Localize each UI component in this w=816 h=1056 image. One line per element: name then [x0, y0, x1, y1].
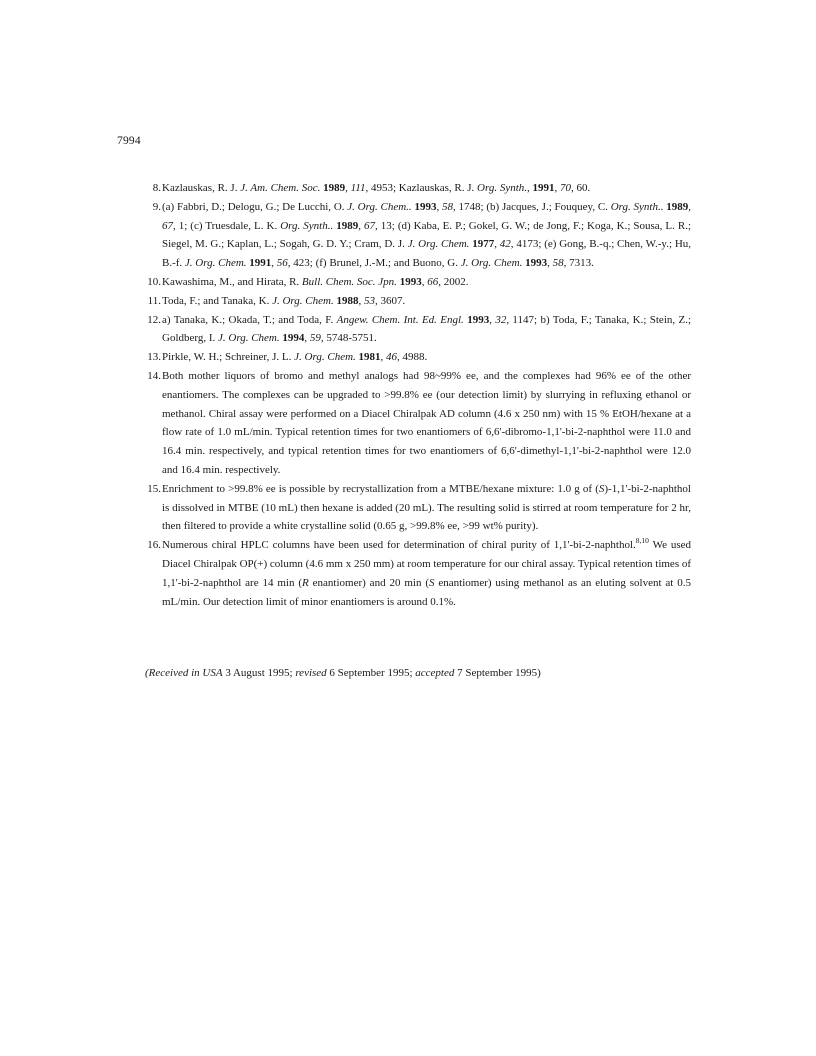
reference-list: [143, 179, 691, 611]
text-run: S: [598, 482, 605, 495]
text-run: 1977: [472, 238, 495, 251]
text-run: , 2002.: [438, 275, 469, 288]
reference-item: [143, 198, 691, 273]
text-run: 1989: [666, 200, 689, 213]
page-number: 7994: [117, 135, 141, 147]
reference-text: [162, 483, 691, 533]
text-run: ,: [489, 313, 496, 326]
reference-number: 14.: [147, 369, 161, 382]
text-run: ,: [358, 294, 364, 307]
text-run: 67: [364, 219, 376, 232]
text-run: Enrichment to >99.8% ee is possible by recrystallization from a MTBE/hexane mixture: 1.0 g of (: [162, 482, 599, 495]
text-run: 42: [499, 238, 511, 251]
text-run: Pirkle, W. H.; Schreiner, J. L.: [162, 351, 295, 364]
text-run: Both mother liquors of bromo and methyl analogs had 98~99% ee, and the complexes had 96% ee of the other enantiomers. The complexes can be upgraded to >99.8% ee (our detection limit) by slurrying in refluxing ethanol or methanol. Chiral assay were performed on a Diacel Chiralpak AD column (4.6 x 250 nm) with 15 % EtOH/hexane at a flow rate of 1.0 mL/min. Typical retention times for two enantiomers of 6,6'-dibromo-1,1'-bi-2-naphthol were 11.0 and 16.4 min. respectively, and typical retention times for two enantiomers of 6,6'-dimethyl-1,1'-bi-2-naphthol were 12.0 and 16.4 min. respectively.: [162, 369, 691, 476]
text-run: , 1748; (b) Jacques, J.; Fouquey, C.: [453, 200, 611, 213]
reference-number: 11.: [147, 294, 161, 307]
text-run: ,: [527, 182, 533, 194]
text-run: Org. Synth.: [477, 182, 528, 194]
received-dates: [145, 667, 541, 679]
text-run: 70: [560, 182, 572, 194]
text-run: ,: [421, 275, 428, 288]
text-run: enantiomer) using methanol as an eluting solvent at 0.5 mL/min. Our detection limit of minor enantiomers is around 0.1%.: [162, 576, 691, 608]
text-run: 59: [309, 332, 321, 345]
text-run: , 13; (d) Kaba, E. P.; Gokel, G. W.; de Jong, F.; Koga, K.; Sousa, L. R.; Siegel, M. G.; Kaplan, L.; Sogah, G. D. Y.; Cram, D. J.: [162, 219, 692, 251]
text-run: Org. Synth..: [280, 219, 334, 232]
text-run: , 60.: [571, 182, 591, 194]
text-run: ,: [547, 257, 553, 270]
text-run: a) Tanaka, K.; Okada, T.; and Toda, F.: [162, 313, 337, 326]
text-run: , 5748-5751.: [320, 332, 377, 345]
text-run: 1993: [399, 275, 422, 288]
text-run: Toda, F.; and Tanaka, K.: [162, 294, 273, 307]
text-run: ,: [304, 332, 310, 345]
reference-text: [162, 370, 691, 476]
text-run: 3 August 1995;: [222, 667, 296, 679]
text-run: J. Org. Chem.: [460, 257, 523, 270]
reference-text: [162, 276, 468, 288]
reference-item: [143, 311, 691, 349]
text-run: 67: [162, 219, 173, 232]
text-run: J. Org. Chem.: [272, 294, 334, 307]
reference-item: [143, 536, 691, 611]
text-run: 1991: [249, 257, 272, 270]
text-run: )-1,1'-bi-2-naphthol is dissolved in MTBE (10 mL) then hexane is added (20 mL). The resulting solid is stirred at room temperature for 2 hr, then filtered to provide a white crystalline solid (0.65 g, >99.8% ee, >99 wt% purity).: [162, 482, 691, 533]
reference-item: [143, 179, 691, 198]
text-run: (a) Fabbri, D.; Delogu, G.; De Lucchi, O.: [162, 200, 348, 213]
text-run: , 7313.: [563, 257, 594, 270]
text-run: 53: [363, 294, 375, 307]
text-run: , 3607.: [374, 294, 406, 307]
text-run: accepted: [415, 667, 455, 679]
text-run: , 4988.: [397, 351, 428, 364]
text-run: Org. Synth..: [610, 200, 664, 213]
text-run: Angew. Chem. Int. Ed. Engl.: [336, 313, 464, 326]
reference-number: 9.: [152, 200, 161, 213]
text-run: J. Org. Chem.: [218, 332, 280, 345]
text-run: 1989: [336, 219, 359, 232]
text-run: J. Org. Chem.: [294, 351, 356, 364]
reference-text: [162, 182, 590, 194]
reference-item: [143, 348, 691, 367]
text-run: , 4953; Kazlauskas, R. J.: [365, 182, 478, 194]
reference-number: 13.: [147, 351, 161, 364]
text-run: 1989: [323, 182, 346, 194]
text-run: 1993: [467, 313, 490, 326]
text-run: ,: [494, 238, 500, 251]
text-run: ,: [688, 200, 692, 213]
reference-number: 12.: [147, 313, 161, 326]
text-run: J. Am. Chem. Soc.: [240, 182, 321, 194]
text-run: 1988: [336, 294, 359, 307]
text-run: 32: [495, 313, 507, 326]
text-run: 1993: [525, 257, 548, 270]
reference-number: 16.: [147, 539, 161, 552]
text-run: 66: [427, 275, 439, 288]
text-run: 56: [276, 257, 288, 270]
text-run: 46: [386, 351, 398, 364]
reference-text: [162, 351, 427, 363]
reference-number: 15.: [147, 482, 161, 495]
text-run: Bull. Chem. Soc. Jpn.: [301, 275, 397, 288]
reference-item: [143, 367, 691, 480]
text-run: ,: [436, 200, 442, 213]
text-run: J. Org. Chem.: [184, 257, 247, 270]
text-run: ,: [345, 182, 351, 194]
reference-number: 10.: [147, 275, 161, 288]
text-run: 58: [552, 257, 564, 270]
text-run: , 423; (f) Brunel, J.-M.; and Buono, G.: [287, 257, 461, 270]
reference-text: [162, 295, 405, 307]
text-run: , 1147; b) Toda, F.; Tanaka, K.; Stein, Z.; Goldberg, I.: [162, 313, 692, 345]
text-run: Numerous chiral HPLC columns have been used for determination of chiral purity of 1,1'-bi-2-naphthol.: [162, 539, 636, 552]
reference-text: [162, 201, 691, 269]
text-run: R: [302, 576, 309, 589]
reference-text: [162, 314, 691, 345]
reference-item: [143, 292, 691, 311]
text-run: 111: [350, 182, 366, 194]
reference-item: [143, 273, 691, 292]
text-run: 8,10: [635, 536, 649, 546]
text-run: , 1; (c) Truesdale, L. K.: [173, 219, 281, 232]
text-run: , 4173; (e) Gong, B.-q.; Chen, W.-y.; Hu, B.-f.: [162, 238, 692, 270]
text-run: J. Org. Chem..: [347, 200, 412, 213]
text-run: 7 September 1995): [454, 667, 541, 679]
text-run: enantiomer) and 20 min (: [308, 576, 430, 589]
reference-text: [162, 536, 692, 608]
text-run: Kazlauskas, R. J.: [162, 182, 241, 194]
text-run: ,: [554, 182, 561, 194]
reference-number: 8.: [152, 182, 161, 194]
text-run: 1993: [414, 200, 437, 213]
text-run: (Received in USA: [145, 667, 223, 679]
text-run: 6 September 1995;: [326, 667, 416, 679]
text-run: ,: [380, 351, 387, 364]
text-run: revised: [295, 667, 327, 679]
reference-item: [143, 480, 691, 536]
text-run: Kawashima, M., and Hirata, R.: [162, 275, 302, 288]
text-run: 58: [442, 200, 453, 213]
text-run: S: [429, 576, 435, 589]
text-run: 1991: [532, 182, 555, 194]
text-run: 1994: [282, 332, 305, 345]
text-run: ,: [271, 257, 277, 270]
text-run: We used Diacel Chiralpak OP(+) column (4.6 mm x 250 mm) at room temperature for our chiral assay. Typical retention times of 1,1'-bi-2-naphthol are 14 min (: [162, 539, 692, 589]
text-run: ,: [358, 219, 365, 232]
text-run: J. Org. Chem.: [407, 238, 470, 251]
text-run: 1981: [358, 351, 381, 364]
